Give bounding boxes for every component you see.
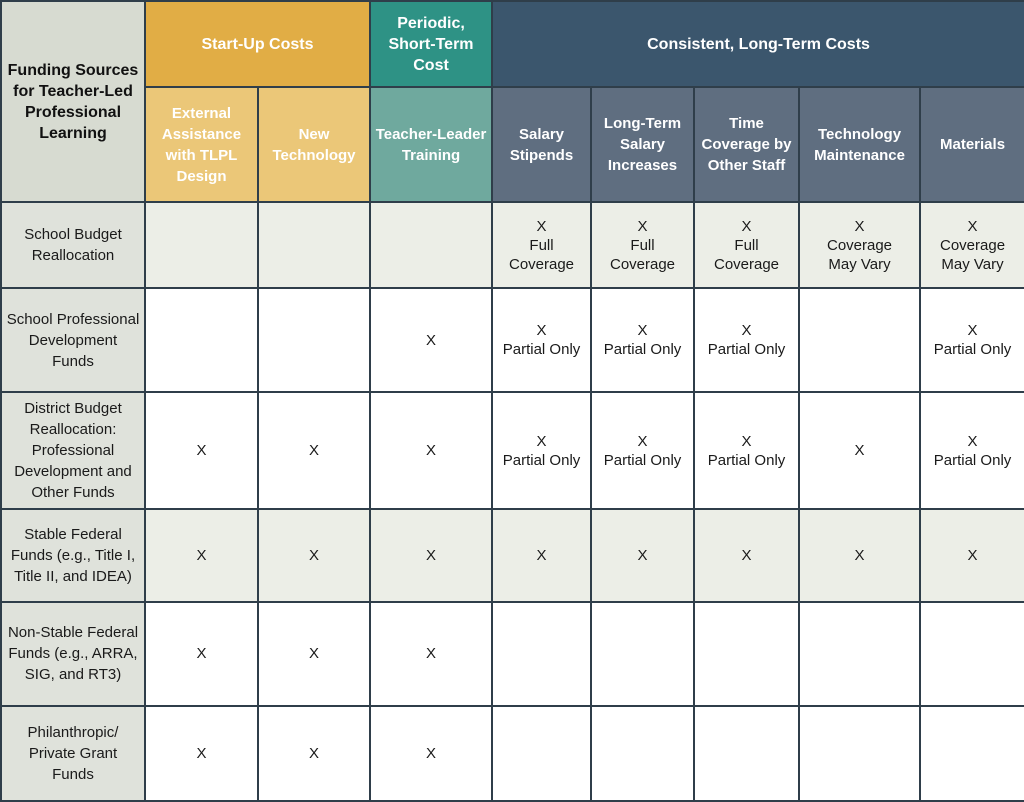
table-cell [799,706,920,801]
table-row [1,392,1024,508]
corner-header: Funding Sources for Teacher-Led Professional Learning [1,1,145,202]
column-header-technology-maintenance: Technology Maintenance [799,87,920,202]
table-cell: X Coverage May Vary [920,202,1024,288]
table-cell: X [370,392,492,508]
table-cell: X Partial Only [591,392,694,508]
table-cell: X Partial Only [694,288,799,392]
table-cell: X [370,706,492,801]
table-cell: X [145,392,258,508]
table-cell: X [694,509,799,602]
table-row [1,202,1024,288]
table-cell: X [370,288,492,392]
table-cell: X [258,706,370,801]
table-cell: X [258,602,370,706]
table-row [1,288,1024,392]
table-cell: X [370,602,492,706]
table-cell [145,288,258,392]
column-header-teacher-leader-training: Teacher-Leader Training [370,87,492,202]
column-header-time-coverage: Time Coverage by Other Staff [694,87,799,202]
table-cell: X Partial Only [920,392,1024,508]
table-cell: X Partial Only [492,392,591,508]
table-cell: X [492,509,591,602]
row-header-funding-source: Stable Federal Funds (e.g., Title I, Title II, and IDEA) [1,509,145,602]
group-header-consistent-long-term-costs: Consistent, Long-Term Costs [492,1,1024,87]
table-cell: X [591,509,694,602]
column-header-long-term-salary-increases: Long-Term Salary Increases [591,87,694,202]
row-header-funding-source: School Professional Development Funds [1,288,145,392]
table-cell: X [370,509,492,602]
table-cell: X [258,392,370,508]
row-header-funding-source: School Budget Reallocation [1,202,145,288]
table-cell: X Full Coverage [591,202,694,288]
table-cell [799,288,920,392]
table-cell: X Coverage May Vary [799,202,920,288]
table-cell [694,602,799,706]
row-header-funding-source: Philanthropic/ Private Grant Funds [1,706,145,801]
table-row [1,602,1024,706]
row-header-funding-source: Non-Stable Federal Funds (e.g., ARRA, SIG, and RT3) [1,602,145,706]
table-cell [920,602,1024,706]
table-cell [492,602,591,706]
table-cell: X Full Coverage [694,202,799,288]
table-cell: X Partial Only [920,288,1024,392]
table-cell: X Partial Only [694,392,799,508]
table-cell [694,706,799,801]
table-cell [591,706,694,801]
column-header-materials: Materials [920,87,1024,202]
table-cell [258,288,370,392]
table-cell: X Partial Only [591,288,694,392]
group-header-periodic-short-term-cost: Periodic, Short-Term Cost [370,1,492,87]
table-cell: X Full Coverage [492,202,591,288]
table-cell: X [920,509,1024,602]
table-cell: X [258,509,370,602]
table-cell: X Partial Only [492,288,591,392]
table-cell [799,602,920,706]
row-header-funding-source: District Budget Reallocation: Professional Development and Other Funds [1,392,145,508]
table-row [1,509,1024,602]
table-cell [492,706,591,801]
table-cell: X [145,602,258,706]
group-header-start-up-costs: Start-Up Costs [145,1,370,87]
table-cell [591,602,694,706]
table-cell [145,202,258,288]
table-row [1,706,1024,801]
table-cell [258,202,370,288]
table-cell: X [799,509,920,602]
table-cell [920,706,1024,801]
table-cell: X [145,509,258,602]
table-cell: X [799,392,920,508]
table-cell [370,202,492,288]
column-header-new-technology: New Technology [258,87,370,202]
column-header-external-assistance: External Assistance with TLPL Design [145,87,258,202]
table-cell: X [145,706,258,801]
column-header-salary-stipends: Salary Stipends [492,87,591,202]
